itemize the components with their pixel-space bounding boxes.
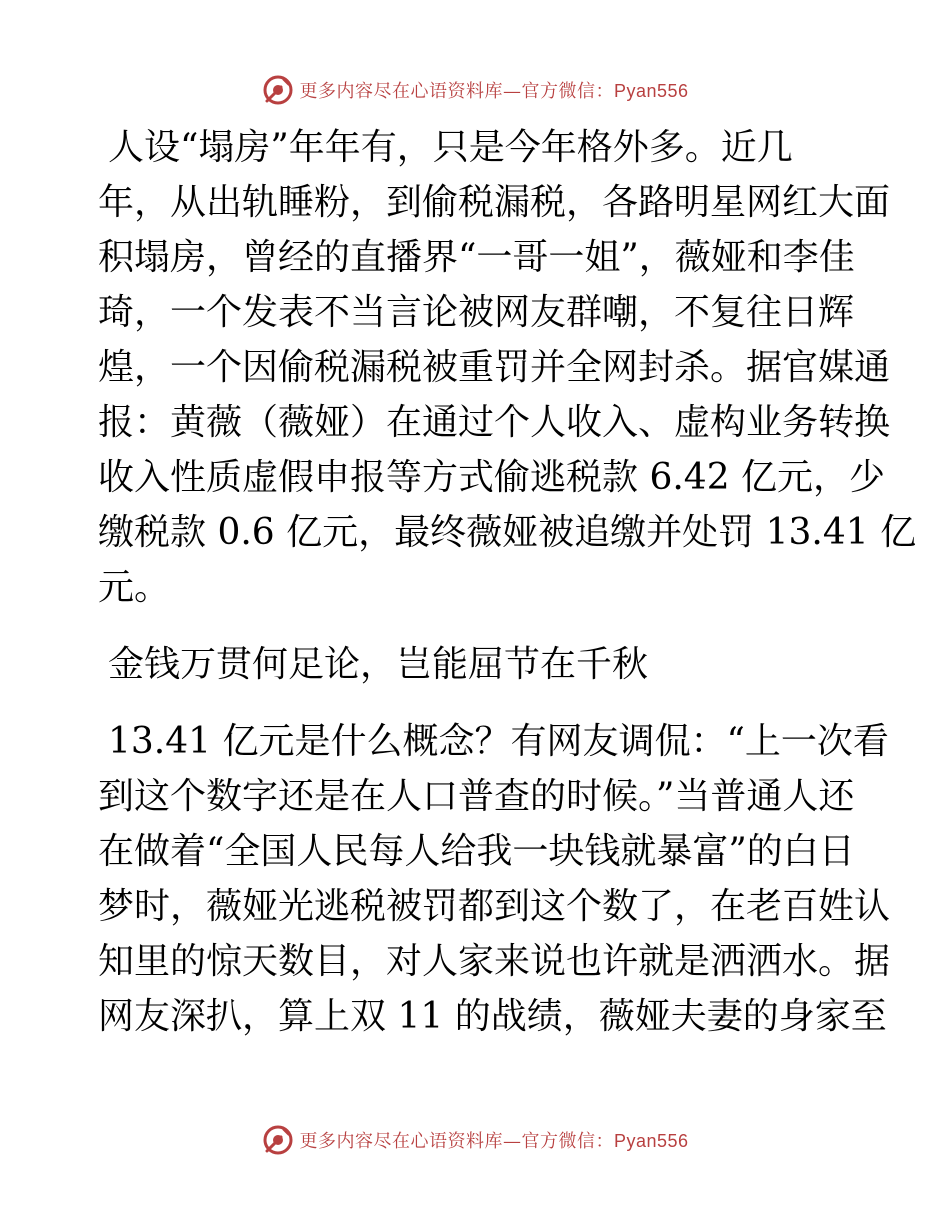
footer-watermark (0, 1120, 950, 1160)
text-line: 梦时，薇娅光逃税被罚都到这个数了，在老百姓认 (98, 886, 891, 927)
text-line: 年，从出轨睡粉，到偷税漏税，各路明星网红大面 (98, 182, 891, 223)
footer-brand-text: 更多内容尽在心语资料库 (299, 1131, 503, 1152)
text-line: 煌，一个因偷税漏税被重罚并全网封杀。据官媒通 (98, 347, 891, 388)
brand-logo-icon (261, 1123, 295, 1157)
text-line: 人设“塌房”年年有，只是今年格外多。近几 (108, 127, 793, 168)
paragraph-1 (98, 120, 917, 615)
footer-wechat-label: 官方微信： (521, 1131, 614, 1152)
text-line: 知里的惊天数目，对人家来说也许就是洒洒水。据 (98, 941, 891, 982)
header-brand-text: 更多内容尽在心语资料库 (299, 81, 503, 102)
header-wechat-id: Pyan556 (613, 81, 689, 101)
text-line: 到这个数字还是在人口普查的时候。”当普通人还 (98, 776, 855, 817)
brand-logo-icon (261, 73, 295, 107)
text-line: 网友深扒，算上双 11 的战绩，薇娅夫妻的身家至 (98, 996, 887, 1037)
header-dash: — (502, 81, 522, 102)
footer-wechat-id: Pyan556 (613, 1131, 689, 1151)
article-body (98, 120, 917, 1044)
text-line: 收入性质虚假申报等方式偷逃税款 6.42 亿元，少 (98, 457, 886, 498)
paragraph-2 (98, 714, 891, 1044)
text-line: 缴税款 0.6 亿元，最终薇娅被追缴并处罚 13.41 亿 (98, 512, 917, 553)
header-wechat-label: 官方微信： (521, 81, 614, 102)
text-line: 在做着“全国人民每人给我一块钱就暴富”的白日 (98, 831, 855, 872)
text-line: 报：黄薇（薇娅）在通过个人收入、虚构业务转换 (98, 402, 891, 443)
footer-dash: — (502, 1131, 522, 1152)
heading-line: 金钱万贯何足论，岂能屈节在千秋 (108, 644, 649, 685)
section-heading (98, 637, 850, 692)
text-line: 积塌房，曾经的直播界“一哥一姐”，薇娅和李佳 (98, 237, 855, 278)
text-line: 琦，一个发表不当言论被网友群嘲，不复往日辉 (98, 292, 855, 333)
text-line: 13.41 亿元是什么概念？有网友调侃：“上一次看 (108, 721, 889, 762)
header-watermark (0, 70, 950, 110)
text-line: 元。 (98, 567, 171, 608)
